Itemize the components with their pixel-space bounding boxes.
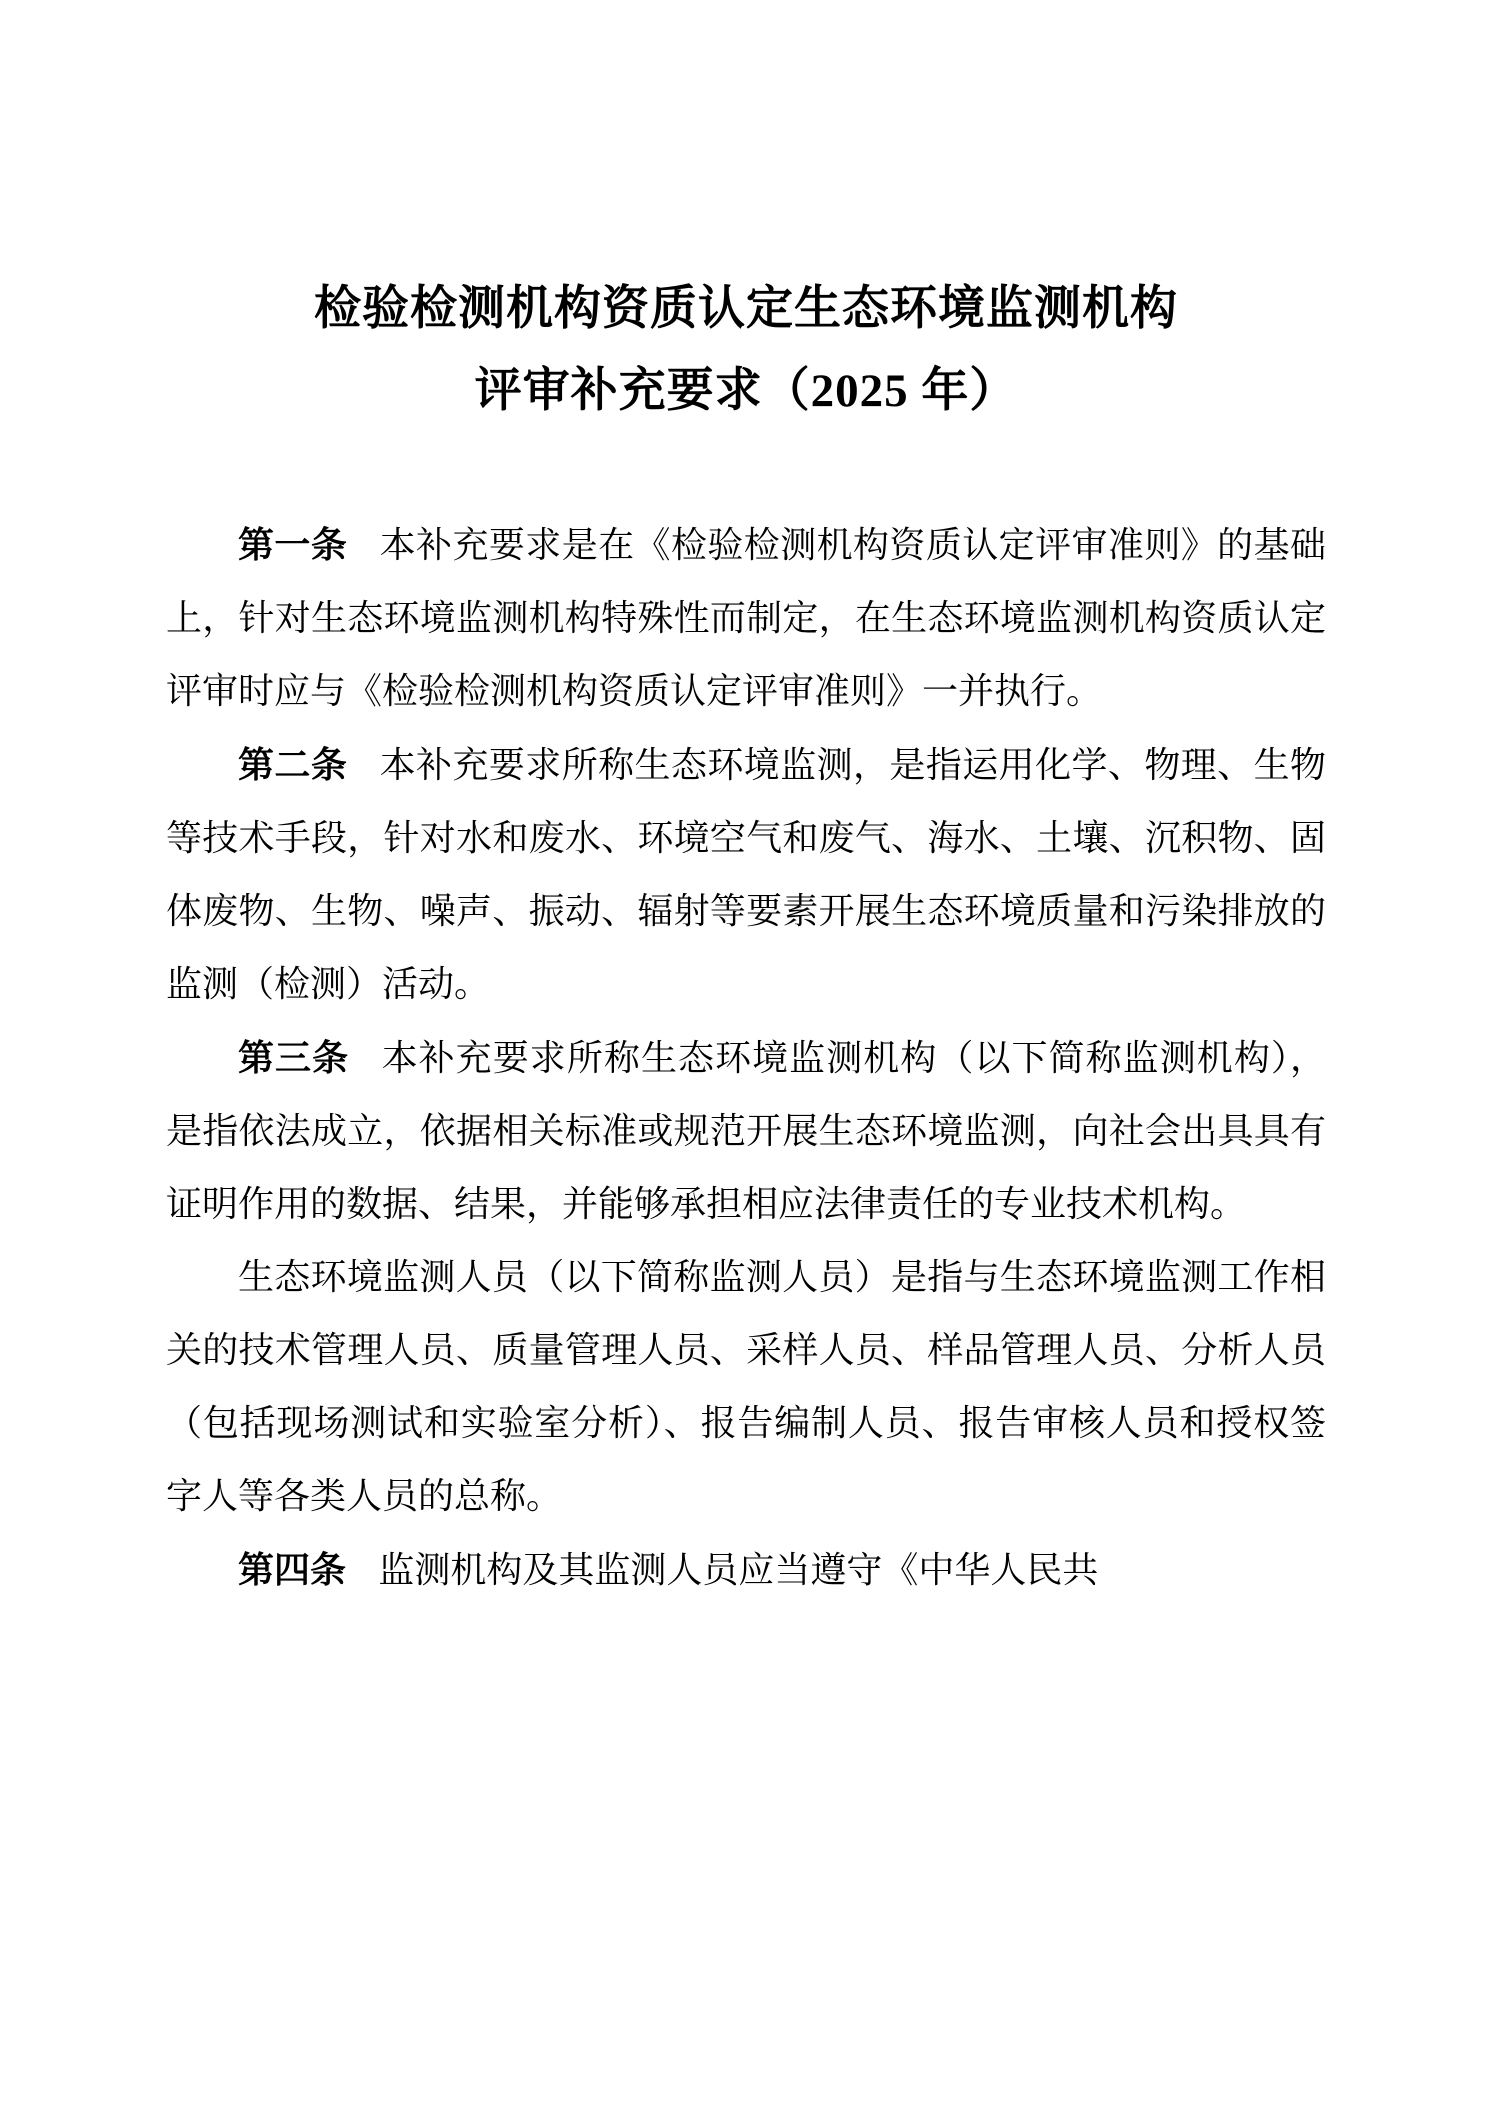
document-title-line2: 评审补充要求（2025 年） [474,365,1018,417]
article-1-label: 第一条 [238,524,348,565]
paragraph-article-1 [166,508,1326,728]
paragraph-article-4 [166,1533,1326,1607]
paragraph-4-text: 生态环境监测人员（以下简称监测人员）是指与生态环境监测工作相关的技术管理人员、质量管理人员、采样人员、样品管理人员、分析人员（包括现场测试和实验室分析）、报告编制人员、报告审核人员和授权签字人等各类人员的总称。 [166,1257,1326,1516]
article-4-text: 监测机构及其监测人员应当遵守《中华人民共 [378,1550,1099,1590]
article-2-text: 本补充要求所称生态环境监测，是指运用化学、物理、生物等技术手段，针对水和废水、环境空气和废气、海水、土壤、沉积物、固体废物、生物、噪声、振动、辐射等要素开展生态环境质量和污染排放的监测（检测）活动。 [166,745,1326,1004]
article-1-text: 本补充要求是在《检验检测机构资质认定评审准则》的基础上，针对生态环境监测机构特殊性而制定，在生态环境监测机构资质认定评审时应与《检验检测机构资质认定评审准则》一并执行。 [166,525,1326,711]
document-title [166,268,1326,432]
article-3-text: 本补充要求所称生态环境监测机构（以下简称监测机构），是指依法成立，依据相关标准或规范开展生态环境监测，向社会出具具有证明作用的数据、结果，并能够承担相应法律责任的专业技术机构。 [166,1038,1326,1224]
document-body [166,508,1326,1607]
article-2-label: 第二条 [238,744,348,785]
paragraph-monitoring-personnel [166,1241,1326,1533]
document-title-line1: 检验检测机构资质认定生态环境监测机构 [314,283,1178,335]
paragraph-article-2 [166,728,1326,1021]
article-4-label: 第四条 [238,1549,347,1590]
article-3-label: 第三条 [238,1037,350,1078]
paragraph-article-3 [166,1021,1326,1241]
